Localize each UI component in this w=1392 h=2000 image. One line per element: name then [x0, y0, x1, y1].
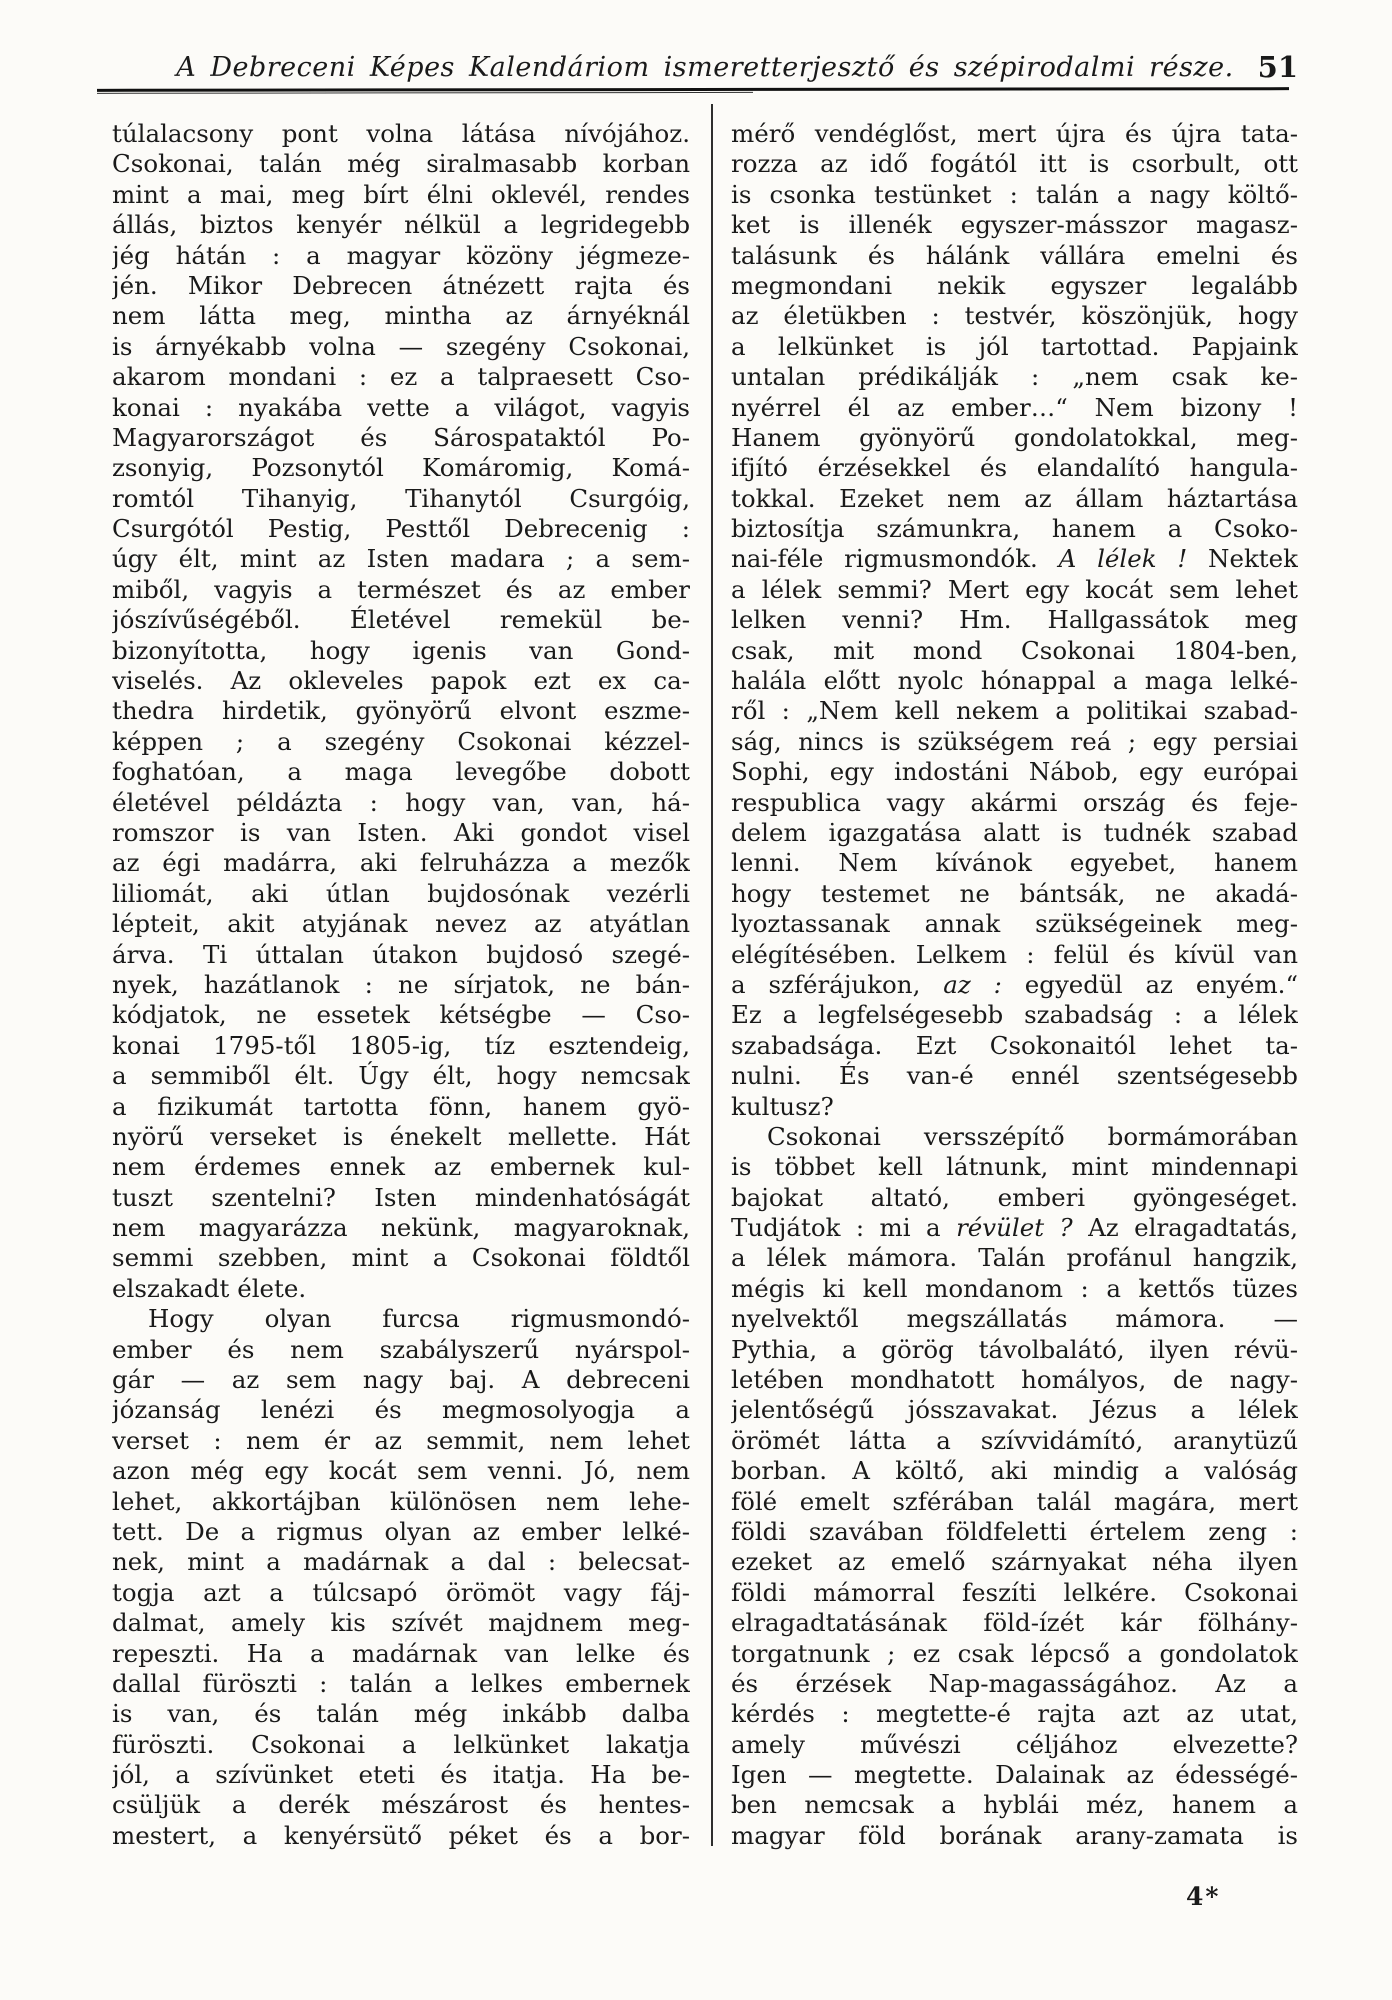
text-line: józanság lenézi és megmosolyogja a: [112, 1395, 690, 1425]
text-line: Tudjátok : mi a révület ? Az elragadtatás,: [731, 1213, 1298, 1243]
signature-mark: 4*: [1186, 1882, 1221, 1911]
text-line: tuszt szentelni? Isten mindenhatóságát: [112, 1182, 690, 1212]
text-line: lépteit, akit atyjának nevez az atyátlan: [112, 909, 690, 939]
text-line: biztosítja számunkra, hanem a Csoko-: [731, 514, 1298, 544]
text-line: a lelkünket is jól tartottad. Papjaink: [731, 331, 1298, 361]
text-line: földi szavában földfeletti értelem zeng :: [731, 1516, 1298, 1546]
text-line: mestert, a kenyérsütő péket és a bor-: [112, 1820, 690, 1850]
text-line: földi mámorral feszíti lelkére. Csokonai: [731, 1577, 1298, 1607]
text-line: miből, vagyis a természet és az ember: [112, 574, 690, 604]
text-line: nulni. És van-é ennél szentségesebb: [731, 1061, 1298, 1091]
text-line: ifjító érzésekkel és elandalító hangula-: [731, 453, 1298, 483]
text-line: Csokonai, talán még siralmasabb korban: [112, 149, 690, 179]
text-line: foghatóan, a maga levegőbe dobott: [112, 757, 690, 787]
text-line: torgatnunk ; ez csak lépcső a gondolatok: [731, 1638, 1298, 1668]
text-line: a szférájukon, az : egyedül az enyém.“: [731, 969, 1298, 999]
text-line: Magyarországot és Sárospataktól Po-: [112, 422, 690, 452]
text-line: képpen ; a szegény Csokonai kézzel-: [112, 726, 690, 756]
text-line: semmi szebben, mint a Csokonai földtől: [112, 1243, 690, 1273]
text-line: nyek, hazátlanok : ne sírjatok, ne bán-: [112, 969, 690, 999]
text-line: nek, mint a madárnak a dal : belecsat-: [112, 1547, 690, 1577]
text-line: is csonka testünket : talán a nagy költő-: [731, 179, 1298, 209]
text-line: mégis ki kell mondanom : a kettős tüzes: [731, 1273, 1298, 1303]
text-line: az életükben : testvér, köszönjük, hogy: [731, 301, 1298, 331]
text-line: Hogy olyan furcsa rigmusmondó-: [148, 1304, 690, 1334]
text-line: megmondani nekik egyszer legalább: [731, 270, 1298, 300]
text-line: repeszti. Ha a madárnak van lelke és: [112, 1638, 690, 1668]
text-line: liliomát, aki útlan bujdosónak vezérli: [112, 878, 690, 908]
text-line: elszakadt élete.: [112, 1273, 307, 1303]
text-line: és érzések Nap-magasságához. Az a: [731, 1668, 1298, 1698]
text-line: ember és nem szabályszerű nyárspol-: [112, 1334, 690, 1364]
text-line: lyoztassanak annak szükségeinek meg-: [731, 909, 1298, 939]
text-line: nyelvektől megszállatás mámora. —: [731, 1304, 1298, 1334]
text-line: a lélek semmi? Mert egy kocát sem lehet: [731, 574, 1298, 604]
text-line: nyörű verseket is énekelt mellette. Hát: [112, 1121, 690, 1151]
text-line: életével példázta : hogy van, van, há-: [112, 787, 690, 817]
text-line: ben nemcsak a hyblái méz, hanem a: [731, 1790, 1298, 1820]
text-line: tokkal. Ezeket nem az állam háztartása: [731, 483, 1298, 513]
text-line: thedra hirdetik, gyönyörű elvont eszme-: [112, 696, 690, 726]
text-line: is van, és talán még inkább dalba: [112, 1699, 690, 1729]
text-line: Sophi, egy indostáni Nábob, egy európai: [731, 757, 1298, 787]
text-line: borban. A költő, aki mindig a valóság: [731, 1456, 1298, 1486]
text-line: nem magyarázza nekünk, magyaroknak,: [112, 1213, 690, 1243]
text-line: ről : „Nem kell nekem a politikai szabad-: [731, 696, 1298, 726]
text-line: csüljük a derék mészárost és hentes-: [112, 1790, 690, 1820]
text-line: túlalacsony pont volna látása nívójához.: [112, 119, 690, 148]
text-line: állás, biztos kenyér nélkül a legridegebb: [112, 210, 690, 240]
text-line: konai : nyakába vette a világot, vagyis: [112, 392, 690, 422]
text-line: amely művészi céljához elvezette?: [731, 1729, 1298, 1759]
text-line: csak, mit mond Csokonai 1804-ben,: [731, 635, 1298, 665]
text-line: is árnyékabb volna — szegény Csokonai,: [112, 331, 690, 361]
text-line: halála előtt nyolc hónappal a maga lelké-: [731, 666, 1298, 696]
text-line: jól, a szívünket eteti és itatja. Ha be-: [112, 1760, 690, 1790]
text-line: togja azt a túlcsapó örömöt vagy fáj-: [112, 1577, 690, 1607]
text-line: szabadsága. Ezt Csokonaitól lehet ta-: [731, 1030, 1298, 1060]
running-title: A Debreceni Képes Kalendáriom ismeretterjesztő és szépirodalmi része.: [176, 52, 1234, 83]
text-line: úgy élt, mint az Isten madara ; a sem-: [112, 544, 690, 574]
text-line: jószívűségéből. Életével remekül be-: [112, 605, 690, 635]
text-line: mint a mai, meg bírt élni oklevél, rendes: [112, 179, 690, 209]
text-line: talásunk és hálánk vállára emelni és: [731, 240, 1298, 270]
text-line: magyar föld borának arany-zamata is: [731, 1820, 1298, 1850]
left-text-column: [112, 119, 690, 1851]
text-line: untalan prédikálják : „nem csak ke-: [731, 362, 1298, 392]
text-line: bajokat altató, emberi gyöngeséget.: [731, 1182, 1298, 1212]
text-line: lelken venni? Hm. Hallgassátok meg: [731, 605, 1298, 635]
header-rule: [97, 87, 1289, 92]
text-line: romszor is van Isten. Aki gondot visel: [112, 817, 690, 847]
right-text-column: [731, 119, 1298, 1851]
text-line: rozza az idő fogától itt is csorbult, ott: [731, 149, 1298, 179]
text-line: mérő vendéglőst, mert újra és újra tata-: [731, 119, 1298, 148]
text-line: a fizikumát tartotta fönn, hanem gyö-: [112, 1091, 690, 1121]
text-line: nyérrel él az ember…“ Nem bizony !: [731, 392, 1298, 422]
text-line: elégítésében. Lelkem : felül és kívül van: [731, 939, 1298, 969]
text-line: akarom mondani : ez a talpraesett Cso-: [112, 362, 690, 392]
text-line: Ez a legfelségesebb szabadság : a lélek: [731, 1000, 1298, 1030]
text-line: jelentőségű jósszavakat. Jézus a lélek: [731, 1395, 1298, 1425]
text-line: Csurgótól Pestig, Pesttől Debrecenig :: [112, 514, 690, 544]
text-line: dalmat, amely kis szívét majdnem meg-: [112, 1608, 690, 1638]
text-line: nai-féle rigmusmondók. A lélek ! Nektek: [731, 544, 1298, 574]
text-line: jén. Mikor Debrecen átnézett rajta és: [112, 270, 690, 300]
text-line: Csokonai versszépítő bormámorában: [767, 1121, 1298, 1151]
text-line: hogy testemet ne bántsák, ne akadá-: [731, 878, 1298, 908]
text-line: respublica vagy akármi ország és feje-: [731, 787, 1298, 817]
text-line: nem érdemes ennek az embernek kul-: [112, 1152, 690, 1182]
text-line: romtól Tihanyig, Tihanytól Csurgóig,: [112, 483, 690, 513]
text-line: Igen — megtette. Dalainak az édességé-: [731, 1760, 1298, 1790]
text-line: fölé emelt szférában talál magára, mert: [731, 1486, 1298, 1516]
text-line: a semmiből élt. Úgy élt, hogy nemcsak: [112, 1061, 690, 1091]
text-line: kódjatok, ne essetek kétségbe — Cso-: [112, 1000, 690, 1030]
column-divider: [711, 104, 713, 1846]
text-line: delem igazgatása alatt is tudnék szabad: [731, 817, 1298, 847]
text-line: bizonyította, hogy igenis van Gond-: [112, 635, 690, 665]
text-line: ság, nincs is szükségem reá ; egy persiai: [731, 726, 1298, 756]
text-line: elragadtatásának föld-ízét kár fölhány-: [731, 1608, 1298, 1638]
text-line: az égi madárra, aki felruházza a mezők: [112, 848, 690, 878]
text-line: dallal füröszti : talán a lelkes embernek: [112, 1668, 690, 1698]
text-line: nem látta meg, mintha az árnyéknál: [112, 301, 690, 331]
text-line: ezeket az emelő szárnyakat néha ilyen: [731, 1547, 1298, 1577]
text-line: lehet, akkortájban különösen nem lehe-: [112, 1486, 690, 1516]
text-line: örömét látta a szívvidámító, aranytüzű: [731, 1425, 1298, 1455]
text-line: verset : nem ér az semmit, nem lehet: [112, 1425, 690, 1455]
text-line: ket is illenék egyszer-másszor magasz-: [731, 210, 1298, 240]
text-line: viselés. Az okleveles papok ezt ex ca-: [112, 666, 690, 696]
text-line: Pythia, a görög távolbalátó, ilyen révü-: [731, 1334, 1298, 1364]
text-line: a lélek mámora. Talán profánul hangzik,: [731, 1243, 1298, 1273]
text-line: is többet kell látnunk, mint mindennapi: [731, 1152, 1298, 1182]
text-line: kultusz?: [731, 1091, 834, 1121]
text-line: gár — az sem nagy baj. A debreceni: [112, 1365, 690, 1395]
text-line: Hanem gyönyörű gondolatokkal, meg-: [731, 422, 1298, 452]
text-line: lenni. Nem kívánok egyebet, hanem: [731, 848, 1298, 878]
text-line: konai 1795-től 1805-ig, tíz esztendeig,: [112, 1030, 690, 1060]
text-line: zsonyig, Pozsonytól Komáromig, Komá-: [112, 453, 690, 483]
text-line: jég hátán : a magyar közöny jégmeze-: [112, 240, 690, 270]
text-line: árva. Ti úttalan útakon bujdosó szegé-: [112, 939, 690, 969]
text-line: tett. De a rigmus olyan az ember lelké-: [112, 1516, 690, 1546]
text-line: füröszti. Csokonai a lelkünket lakatja: [112, 1729, 690, 1759]
page-number: 51: [1257, 50, 1298, 84]
text-line: azon még egy kocát sem venni. Jó, nem: [112, 1456, 690, 1486]
text-line: letében mondhatott homályos, de nagy-: [731, 1365, 1298, 1395]
text-line: kérdés : megtette-é rajta azt az utat,: [731, 1699, 1298, 1729]
